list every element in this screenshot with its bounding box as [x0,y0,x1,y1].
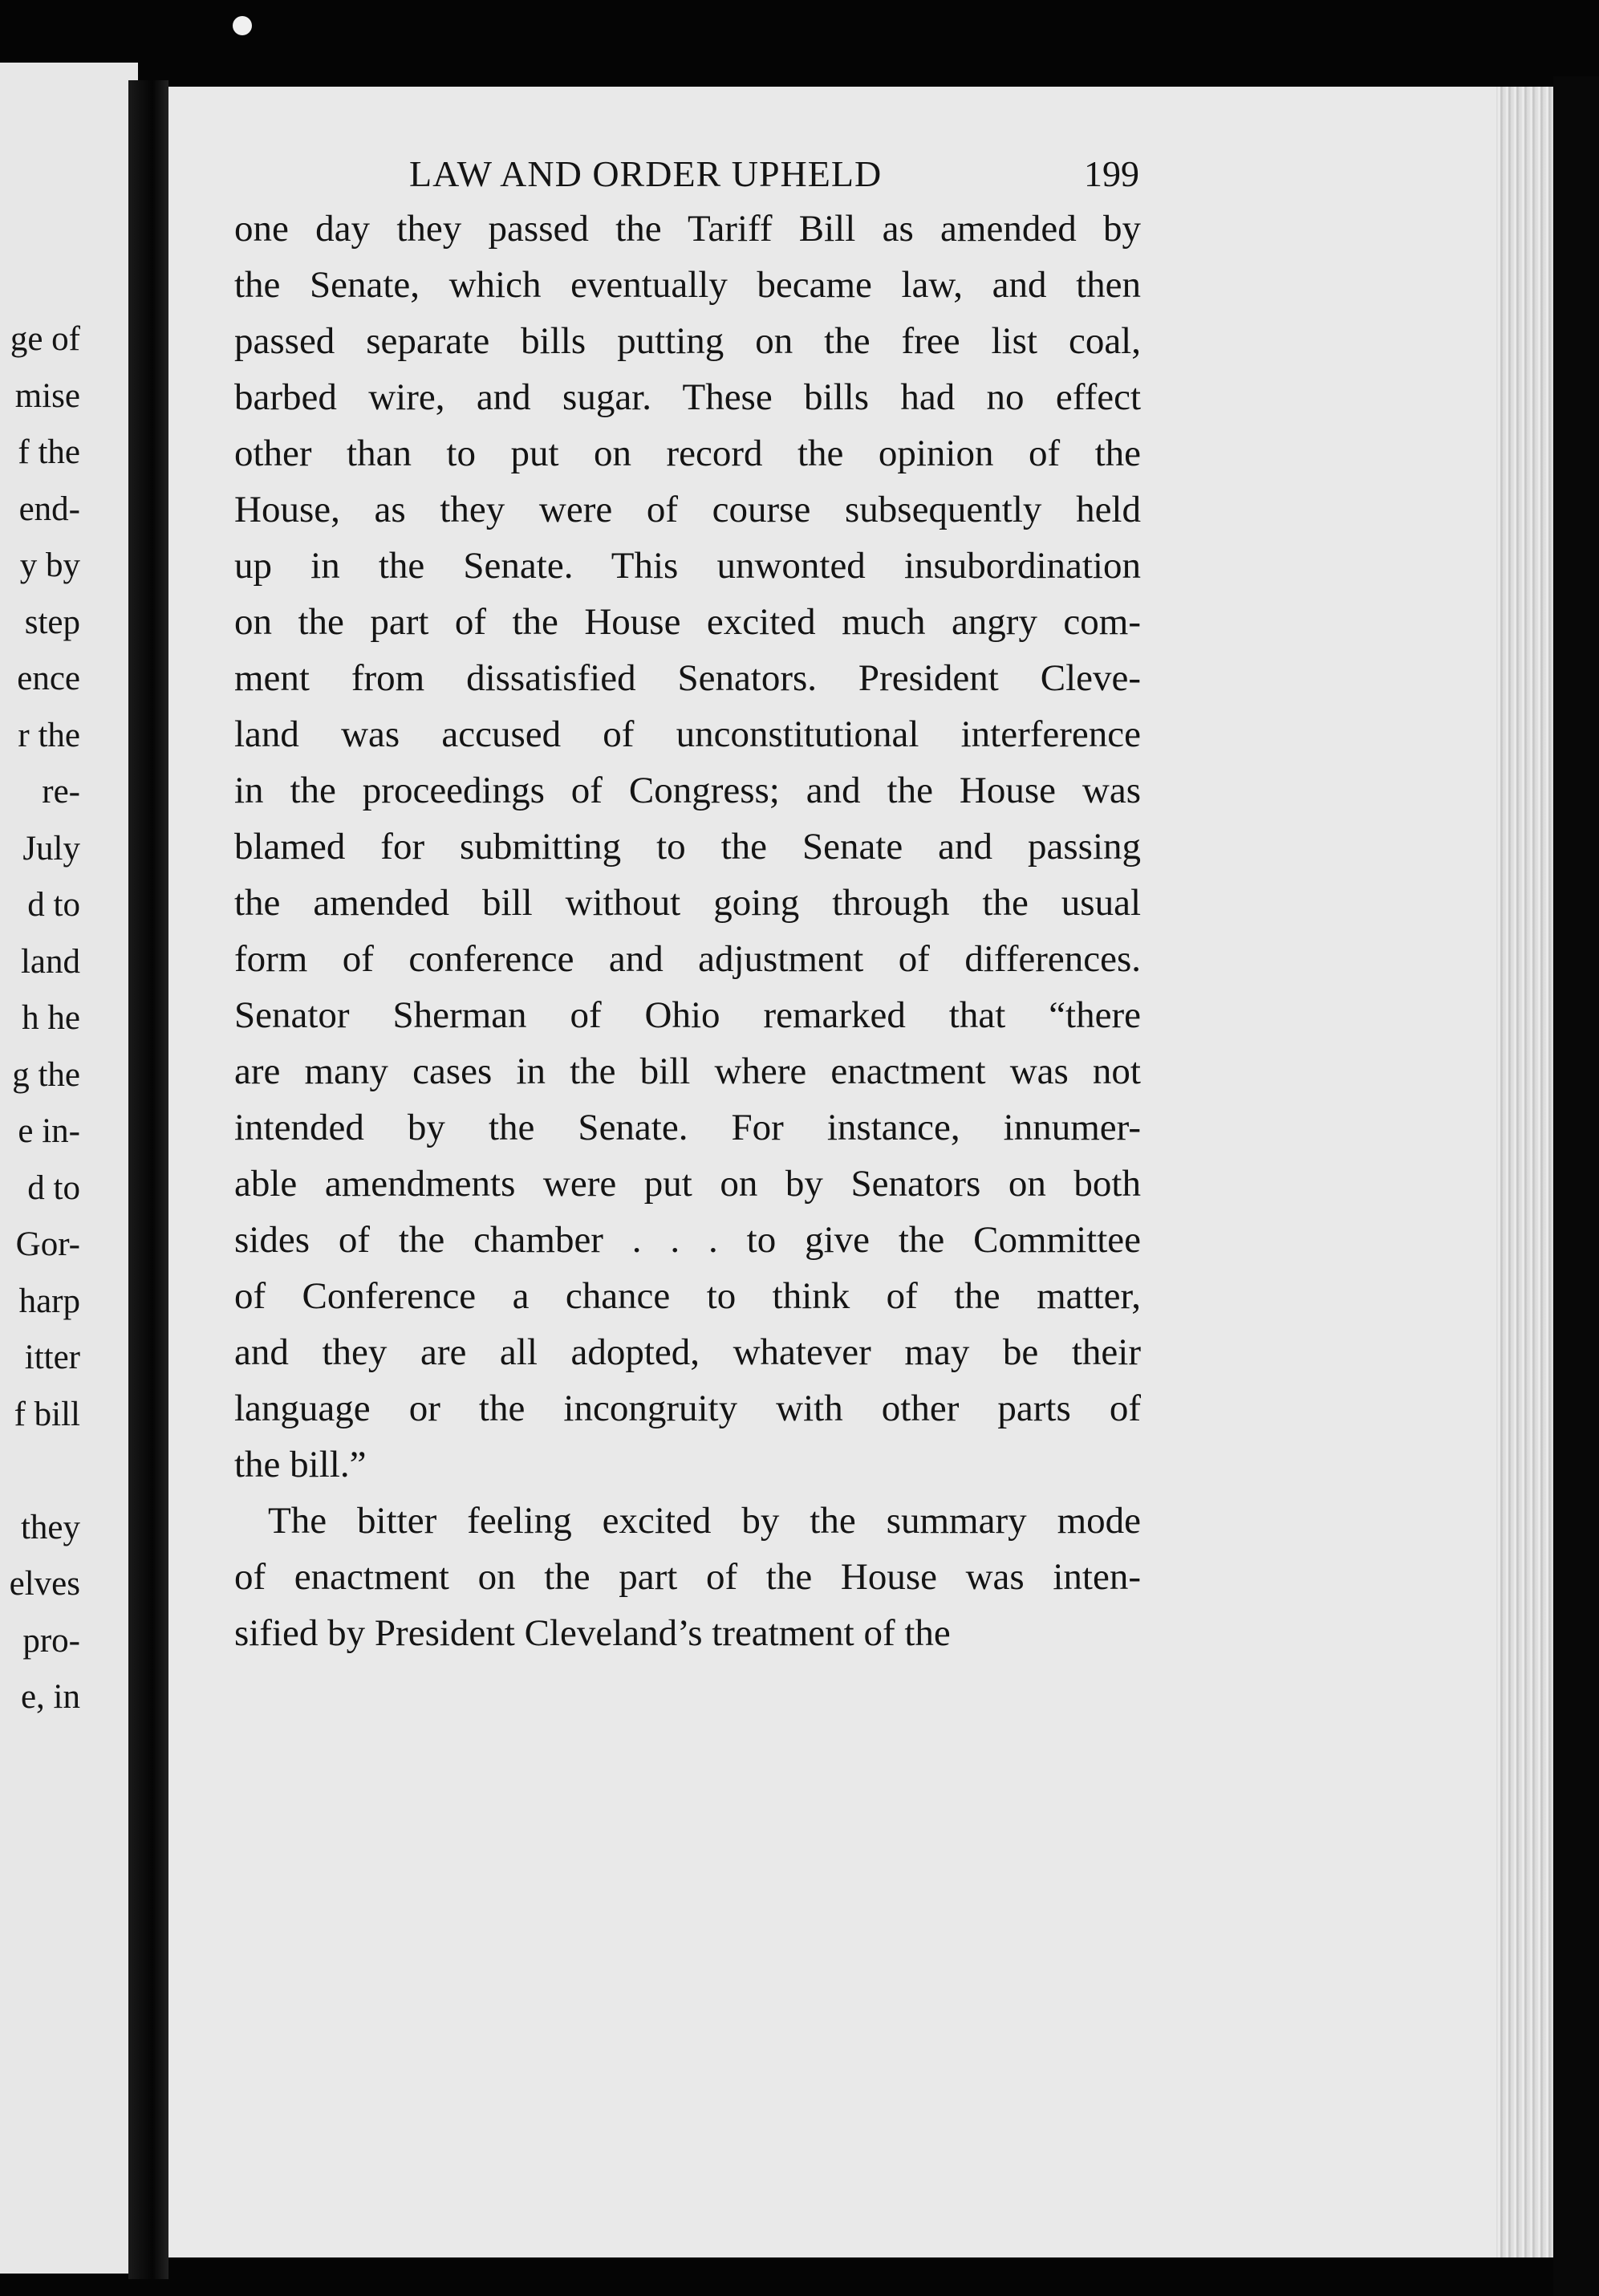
left-facing-page [0,63,138,2274]
left-page-fragment: re- [42,773,80,811]
left-page-fragment: pro- [22,1621,80,1660]
text-line: on the part of the House excited much angry com- [234,601,1141,643]
text-line: sides of the chamber . . . to give the Committee [234,1219,1141,1261]
left-page-fragment: ence [17,660,80,697]
left-page-fragment: y by [19,547,80,584]
left-page-fragment: elves [9,1565,80,1603]
text-line: able amendments were put on by Senators on both [234,1163,1141,1205]
left-page-fragment: d to [27,1168,80,1207]
text-line: sified by President Cleveland’s treatment of the [234,1612,951,1654]
text-line: intended by the Senate. For instance, innumer- [234,1107,1141,1148]
text-line: other than to put on record the opinion of the [234,433,1141,474]
running-head-title: LAW AND ORDER UPHELD [409,153,883,194]
running-head [241,152,1139,201]
right-dark-margin [1553,76,1599,2296]
text-line: land was accused of unconstitutional interference [234,713,1141,755]
text-line: up in the Senate. This unwonted insubordination [234,545,1141,587]
text-line: of enactment on the part of the House was inten- [234,1556,1141,1598]
paragraph [234,201,1141,1493]
text-line: in the proceedings of Congress; and the House was [234,770,1141,811]
left-page-fragment: Gor- [15,1225,80,1263]
left-page-fragment: d to [27,886,80,924]
binding-hole [233,16,252,35]
left-page-fragment: g the [12,1055,80,1094]
text-line: are many cases in the bill where enactment was not [234,1050,1141,1092]
text-line: the amended bill without going through the usual [234,882,1141,924]
left-page-fragment: July [22,829,80,868]
text-line: of Conference a chance to think of the matter, [234,1275,1141,1317]
text-line: blamed for submitting to the Senate and passing [234,826,1141,868]
left-page-fragment: itter [24,1339,80,1376]
text-line: form of conference and adjustment of differences. [234,938,1141,980]
text-line: language or the incongruity with other parts of [234,1388,1141,1429]
text-line: passed separate bills putting on the free list coal, [234,320,1141,362]
left-page-fragment: end- [18,490,80,528]
text-line: one day they passed the Tariff Bill as amended by [234,208,1141,250]
text-line: and they are all adopted, whatever may be their [234,1331,1141,1373]
text-line: Senator Sherman of Ohio remarked that “there [234,994,1141,1036]
left-page-fragment: e in- [18,1112,80,1150]
paragraph [234,1493,1141,1661]
left-page-fragment: e, in [20,1678,80,1716]
left-page-fragment: land [20,942,80,981]
book-gutter [128,80,168,2279]
text-line: The bitter feeling excited by the summary mode [268,1500,1141,1542]
left-page-fragment: r the [18,716,80,754]
text-line: the bill.” [234,1444,367,1485]
left-page-fragment: f bill [14,1395,80,1433]
body-text [234,201,1141,1661]
left-page-fragment: ge of [10,320,80,358]
text-line: barbed wire, and sugar. These bills had no effect [234,376,1141,418]
page-edges [1496,87,1556,2257]
left-page-fragment: f the [18,433,80,471]
text-line: the Senate, which eventually became law, and then [234,264,1141,306]
left-page-fragment: mise [14,376,80,415]
left-page-fragment: step [24,603,80,641]
text-line: ment from dissatisfied Senators. President Cleve- [234,657,1141,699]
page-number: 199 [1084,153,1139,194]
left-page-fragment: harp [18,1282,80,1320]
left-page-fragment: they [20,1508,80,1546]
left-page-fragment: h he [22,999,80,1037]
text-line: House, as they were of course subsequently held [234,489,1141,530]
